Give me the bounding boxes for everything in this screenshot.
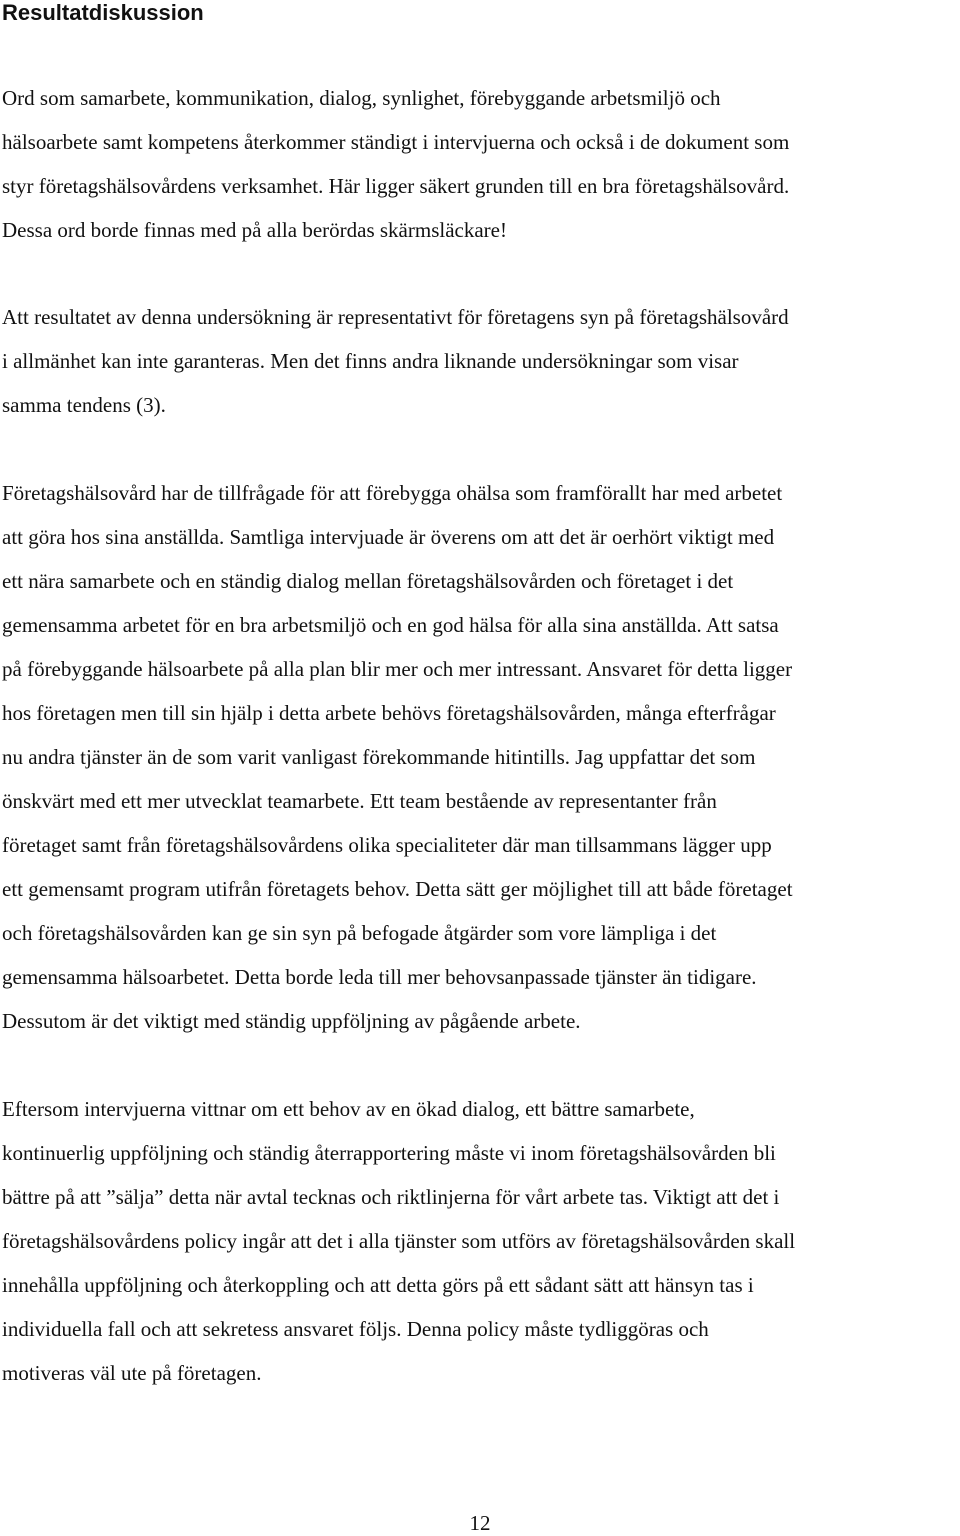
page-number: 12 [469, 1511, 491, 1535]
paragraph-line: motiveras väl ute på företagen. [2, 1361, 262, 1385]
section-heading: Resultatdiskussion [2, 0, 204, 25]
paragraph-line: önskvärt med ett mer utvecklat teamarbete. Ett team bestående av representanter från [2, 789, 717, 813]
paragraph-line: hos företagen men till sin hjälp i detta arbete behövs företagshälsovården, många efterfrågar [2, 701, 776, 725]
paragraph-line: styr företagshälsovårdens verksamhet. Här ligger säkert grunden till en bra företagshälsovård. [2, 174, 790, 198]
paragraph-line: och företagshälsovården kan ge sin syn på befogade åtgärder som vore lämpliga i det [2, 921, 717, 945]
paragraph-line: ett gemensamt program utifrån företagets behov. Detta sätt ger möjlighet till att både företaget [2, 877, 793, 901]
paragraph-line: individuella fall och att sekretess ansvaret följs. Denna policy måste tydliggöras och [2, 1317, 709, 1341]
paragraph-line: Företagshälsovård har de tillfrågade för att förebygga ohälsa som framförallt har med arbetet [2, 481, 783, 505]
paragraph-line: gemensamma arbetet för en bra arbetsmiljö och en god hälsa för alla sina anställda. Att satsa [2, 613, 779, 637]
paragraph-line: ett nära samarbete och en ständig dialog mellan företagshälsovården och företaget i det [2, 569, 734, 593]
paragraph-line: gemensamma hälsoarbetet. Detta borde leda till mer behovsanpassade tjänster än tidigare. [2, 965, 757, 989]
paragraph-line: Dessa ord borde finnas med på alla berördas skärmsläckare! [2, 218, 507, 242]
paragraph-line: Dessutom är det viktigt med ständig uppföljning av pågående arbete. [2, 1009, 581, 1033]
paragraph-line: Eftersom intervjuerna vittnar om ett behov av en ökad dialog, ett bättre samarbete, [2, 1097, 695, 1121]
paragraph-line: företagshälsovårdens policy ingår att det i alla tjänster som utförs av företagshälsovården skall [2, 1229, 796, 1253]
paragraph-line: företaget samt från företagshälsovårdens olika specialiteter där man tillsammans lägger upp [2, 833, 772, 857]
paragraph-line: på förebyggande hälsoarbete på alla plan blir mer och mer intressant. Ansvaret för detta ligger [2, 657, 793, 681]
paragraph-line: kontinuerlig uppföljning och ständig återrapportering måste vi inom företagshälsovården bli [2, 1141, 776, 1165]
paragraph-line: bättre på att ”sälja” detta när avtal tecknas och riktlinjerna för vårt arbete tas. Viktigt att det i [2, 1185, 780, 1209]
paragraph-line: nu andra tjänster än de som varit vanligast förekommande hitintills. Jag uppfattar det som [2, 745, 756, 769]
paragraph-line: samma tendens (3). [2, 393, 166, 417]
paragraph-4 [2, 1087, 952, 1395]
paragraph-line: innehålla uppföljning och återkoppling och att detta görs på ett sådant sätt att hänsyn tas i [2, 1273, 754, 1297]
paragraph-line: Ord som samarbete, kommunikation, dialog, synlighet, förebyggande arbetsmiljö och [2, 86, 721, 110]
paragraph-2 [2, 295, 952, 427]
paragraph-line: att göra hos sina anställda. Samtliga intervjuade är överens om att det är oerhört viktigt med [2, 525, 775, 549]
paragraph-1 [2, 76, 952, 252]
paragraph-line: hälsoarbete samt kompetens återkommer ständigt i intervjuerna och också i de dokument som [2, 130, 790, 154]
paragraph-line: i allmänhet kan inte garanteras. Men det finns andra liknande undersökningar som visar [2, 349, 739, 373]
paragraph-3 [2, 471, 952, 1043]
paragraph-line: Att resultatet av denna undersökning är representativt för företagens syn på företagshälsovård [2, 305, 789, 329]
